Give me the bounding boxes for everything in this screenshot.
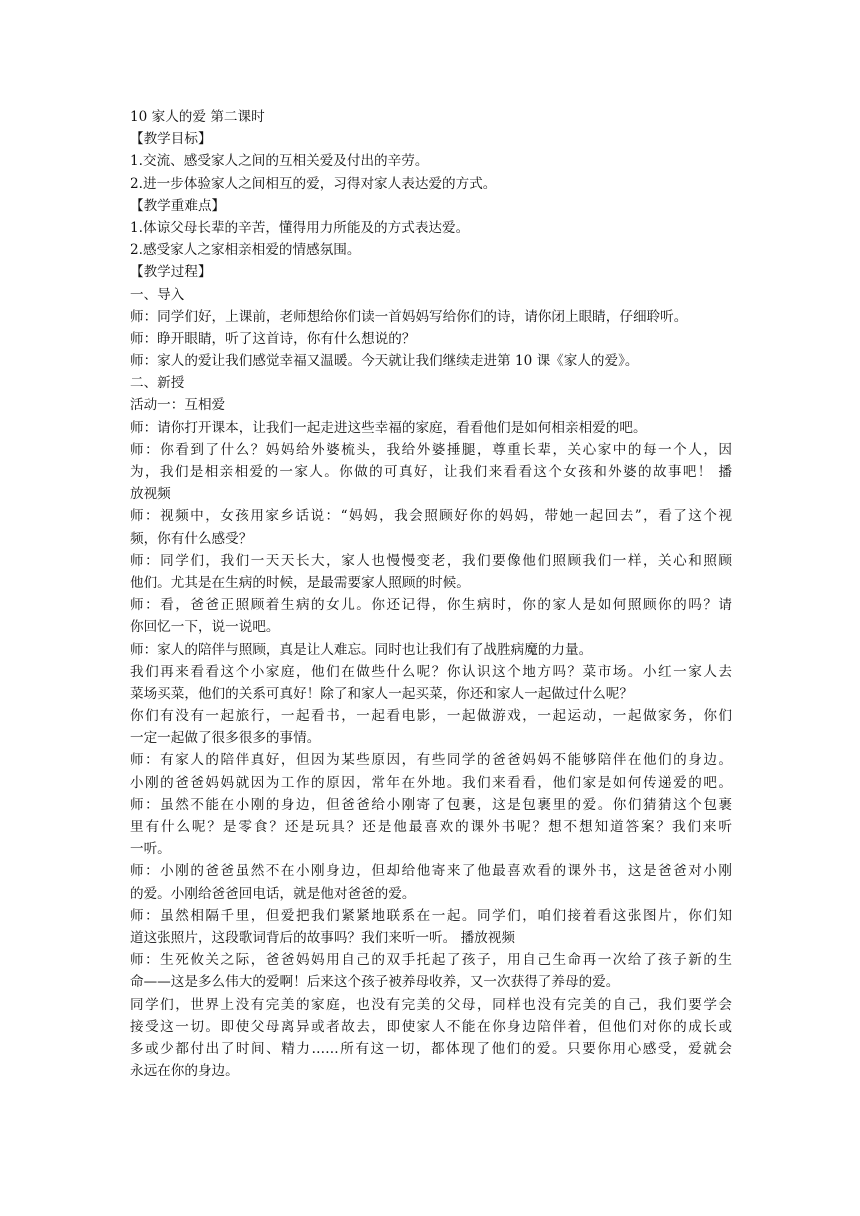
text-line: 师：视频中，女孩用家乡话说：“妈妈，我会照顾好你的妈妈，带她一起回去”，看了这个视	[130, 508, 732, 525]
text-line: 我们再来看看这个小家庭，他们在做些什么呢？你认识这个地方吗？菜市场。小红一家人去	[130, 663, 732, 680]
document-body	[130, 106, 732, 1082]
text-line: 2.感受家人之家相亲相爱的情感氛围。	[130, 242, 361, 259]
text-line: 多或少都付出了时间、精力……所有这一切，都体现了他们的爱。只要你用心感受，爱就会	[130, 1040, 732, 1057]
text-line: 师：同学们好，上课前，老师想给你们读一首妈妈写给你们的诗，请你闭上眼睛，仔细聆听。	[130, 308, 688, 325]
text-line: 师：家人的爱让我们感觉幸福又温暖。今天就让我们继续走进第 10 课《家人的爱》。	[130, 353, 639, 370]
text-line: 【教学目标】	[130, 131, 212, 148]
text-line: 师：虽然相隔千里，但爱把我们紧紧地联系在一起。同学们，咱们接着看这张图片，你们知	[130, 907, 732, 924]
text-line: 师：虽然不能在小刚的身边，但爸爸给小刚寄了包裹，这是包裹里的爱。你们猜猜这个包裹	[130, 796, 732, 813]
text-line: 永远在你的身边。	[130, 1063, 239, 1080]
text-line: 师：小刚的爸爸虽然不在小刚身边，但却给他寄来了他最喜欢看的课外书，这是爸爸对小刚	[130, 863, 732, 880]
text-line: 你回忆一下，说一说吧。	[130, 619, 280, 636]
text-line: 师：家人的陪伴与照顾，真是让人难忘。同时也让我们有了战胜病魔的力量。	[130, 641, 593, 658]
text-line: 小刚的爸爸妈妈就因为工作的原因，常年在外地。我们来看看，他们家是如何传递爱的吧。	[130, 774, 732, 791]
text-line: 菜场买菜，他们的关系可真好！除了和家人一起买菜，你还和家人一起做过什么呢？	[130, 685, 633, 702]
text-line: 师：生死攸关之际，爸爸妈妈用自己的双手托起了孩子，用自己生命再一次给了孩子新的生	[130, 952, 732, 969]
text-line: 为，我们是相亲相爱的一家人。你做的可真好，让我们来看看这个女孩和外婆的故事吧！ 播	[130, 464, 732, 480]
text-line: 二、新授	[130, 375, 185, 392]
text-line: 频，你有什么感受？	[130, 530, 253, 547]
text-line: 师：看，爸爸正照顾着生病的女儿。你还记得，你生病时，你的家人是如何照顾你的吗？请	[130, 597, 732, 614]
text-line: 接受这一切。即使父母离异或者故去，即使家人不能在你身边陪伴着，但他们对你的成长或	[130, 1018, 732, 1035]
text-line: 1.交流、感受家人之间的互相关爱及付出的辛劳。	[130, 153, 429, 170]
text-line: 你们有没有一起旅行，一起看书，一起看电影，一起做游戏，一起运动，一起做家务，你们	[130, 708, 732, 725]
text-line: 师：你看到了什么？妈妈给外婆梳头，我给外婆捶腿，尊重长辈，关心家中的每一个人，因	[130, 441, 732, 458]
text-line: 道这张照片，这段歌词背后的故事吗？我们来听一听。 播放视频	[130, 929, 515, 946]
text-line: 师：同学们，我们一天天长大，家人也慢慢变老，我们要像他们照顾我们一样，关心和照顾	[130, 552, 732, 569]
text-line: 的爱。小刚给爸爸回电话，就是他对爸爸的爱。	[130, 885, 416, 902]
text-line: 他们。尤其是在生病的时候，是最需要家人照顾的时候。	[130, 574, 470, 591]
text-line: 命——这是多么伟大的爱啊！后来这个孩子被养母收养，又一次获得了养母的爱。	[130, 974, 620, 991]
text-line: 【教学重难点】	[130, 197, 226, 214]
text-line: 师：请你打开课本，让我们一起走进这些幸福的家庭，看看他们是如何相亲相爱的吧。	[130, 419, 647, 436]
text-line: 【教学过程】	[130, 264, 212, 281]
text-line: 10 家人的爱 第二课时	[130, 109, 265, 125]
text-line: 活动一：互相爱	[130, 397, 226, 414]
text-line: 同学们，世界上没有完美的家庭，也没有完美的父母，同样也没有完美的自己，我们要学会	[130, 996, 732, 1013]
text-line: 放视频	[130, 486, 171, 503]
text-line: 师：睁开眼睛，听了这首诗，你有什么想说的？	[130, 330, 416, 347]
text-line: 一定一起做了很多很多的事情。	[130, 730, 321, 747]
text-line: 2.进一步体验家人之间相互的爱，习得对家人表达爱的方式。	[130, 175, 497, 192]
text-line: 一、导入	[130, 286, 185, 303]
text-line: 1.体谅父母长辈的辛苦，懂得用力所能及的方式表达爱。	[130, 219, 470, 236]
text-line: 里有什么呢？是零食？还是玩具？还是他最喜欢的课外书呢？想不想知道答案？我们来听	[130, 819, 732, 835]
text-line: 师：有家人的陪伴真好，但因为某些原因，有些同学的爸爸妈妈不能够陪伴在他们的身边。	[130, 752, 732, 769]
text-line: 一听。	[130, 841, 171, 858]
